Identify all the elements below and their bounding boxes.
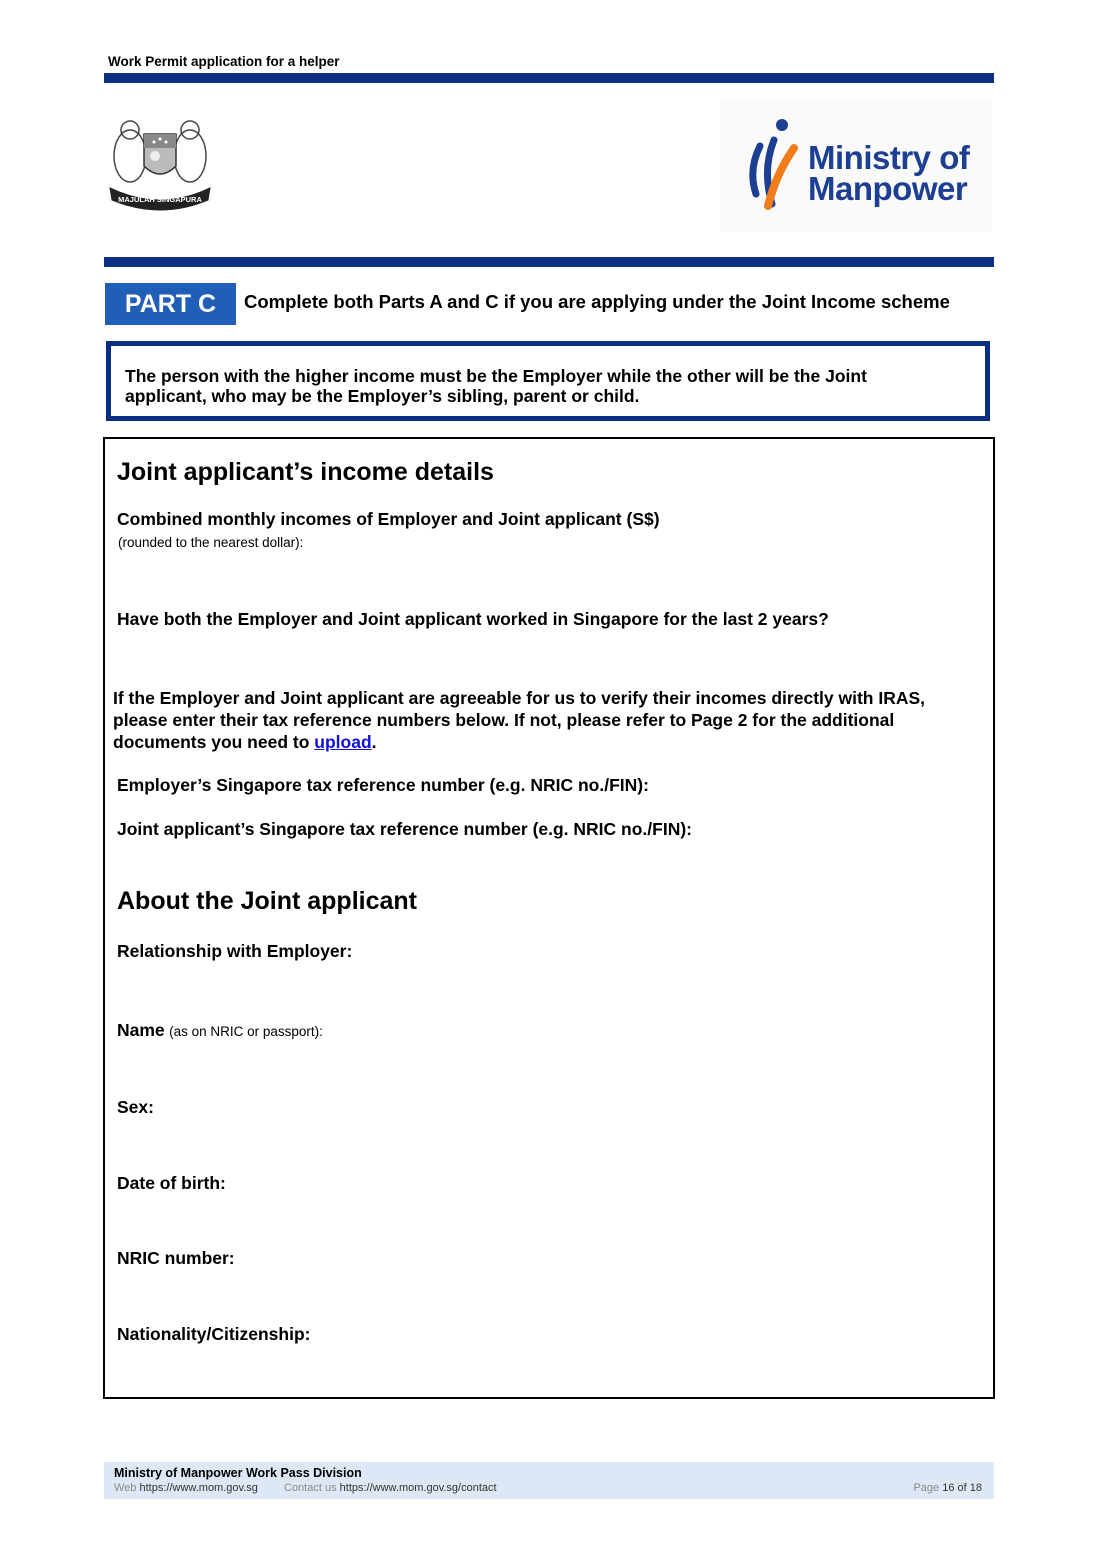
iras-consent-end: . (371, 732, 377, 752)
joint-tax-ref-label: Joint applicant’s Singapore tax reference number (e.g. NRIC no./FIN): (117, 819, 692, 839)
name-hint: (as on NRIC or passport): (169, 1024, 323, 1039)
name-field-label (117, 1020, 323, 1041)
logo-line-2: Manpower (808, 170, 968, 207)
footer-contact-label: Contact us (284, 1482, 337, 1494)
income-heading: Joint applicant’s income details (117, 458, 494, 486)
footer-web-url[interactable]: https://www.mom.gov.sg (139, 1482, 258, 1494)
header-rule (104, 73, 994, 83)
footer-web-label: Web (114, 1482, 137, 1494)
ministry-of-manpower-logo (720, 100, 992, 232)
sex-label: Sex: (117, 1097, 154, 1117)
combined-income-hint: (rounded to the nearest dollar): (118, 535, 304, 550)
crest-motto: MAJULAH SINGAPURA (118, 195, 202, 204)
footer-page-text: 16 of 18 (942, 1482, 982, 1494)
footer-contact-line (114, 1482, 497, 1494)
logo-line-1: Ministry of (808, 139, 970, 176)
name-label: Name (117, 1020, 165, 1040)
iras-consent-text: If the Employer and Joint applicant are agreeable for us to verify their incomes directly with IRAS, please enter their tax reference numbers below. If not, please refer to Page 2 for the additional documents you need to (113, 688, 926, 752)
mom-emblem-icon (742, 118, 804, 214)
footer-page-number (913, 1482, 982, 1494)
part-c-description: Complete both Parts A and C if you are applying under the Joint Income scheme (244, 291, 950, 312)
footer-contact-url[interactable]: https://www.mom.gov.sg/contact (339, 1482, 497, 1494)
upload-link[interactable]: upload (314, 732, 372, 752)
part-c-tag: PART C (105, 283, 236, 325)
date-of-birth-label: Date of birth: (117, 1173, 226, 1193)
section-rule (104, 257, 994, 267)
iras-consent-paragraph (113, 687, 933, 753)
worked-in-singapore-question: Have both the Employer and Joint applicant worked in Singapore for the last 2 years? (117, 609, 829, 629)
singapore-crest-logo (104, 116, 216, 216)
footer-page-label: Page (913, 1482, 940, 1494)
about-joint-applicant-heading: About the Joint applicant (117, 887, 417, 915)
note-text: The person with the higher income must be the Employer while the other will be the Joint applicant, who may be the Employer’s sibling, parent or child. (125, 366, 867, 406)
employer-tax-ref-label: Employer’s Singapore tax reference number (e.g. NRIC no./FIN): (117, 775, 649, 795)
joint-applicant-form (103, 437, 995, 1399)
nationality-label: Nationality/Citizenship: (117, 1324, 311, 1344)
joint-applicant-note-box (106, 341, 990, 421)
nric-number-label: NRIC number: (117, 1248, 235, 1268)
footer-title: Ministry of Manpower Work Pass Division (114, 1466, 362, 1480)
combined-income-label: Combined monthly incomes of Employer and Joint applicant (S$) (117, 509, 660, 529)
relationship-label: Relationship with Employer: (117, 941, 353, 961)
document-header-title: Work Permit application for a helper (108, 54, 340, 69)
page-footer (104, 1462, 994, 1499)
